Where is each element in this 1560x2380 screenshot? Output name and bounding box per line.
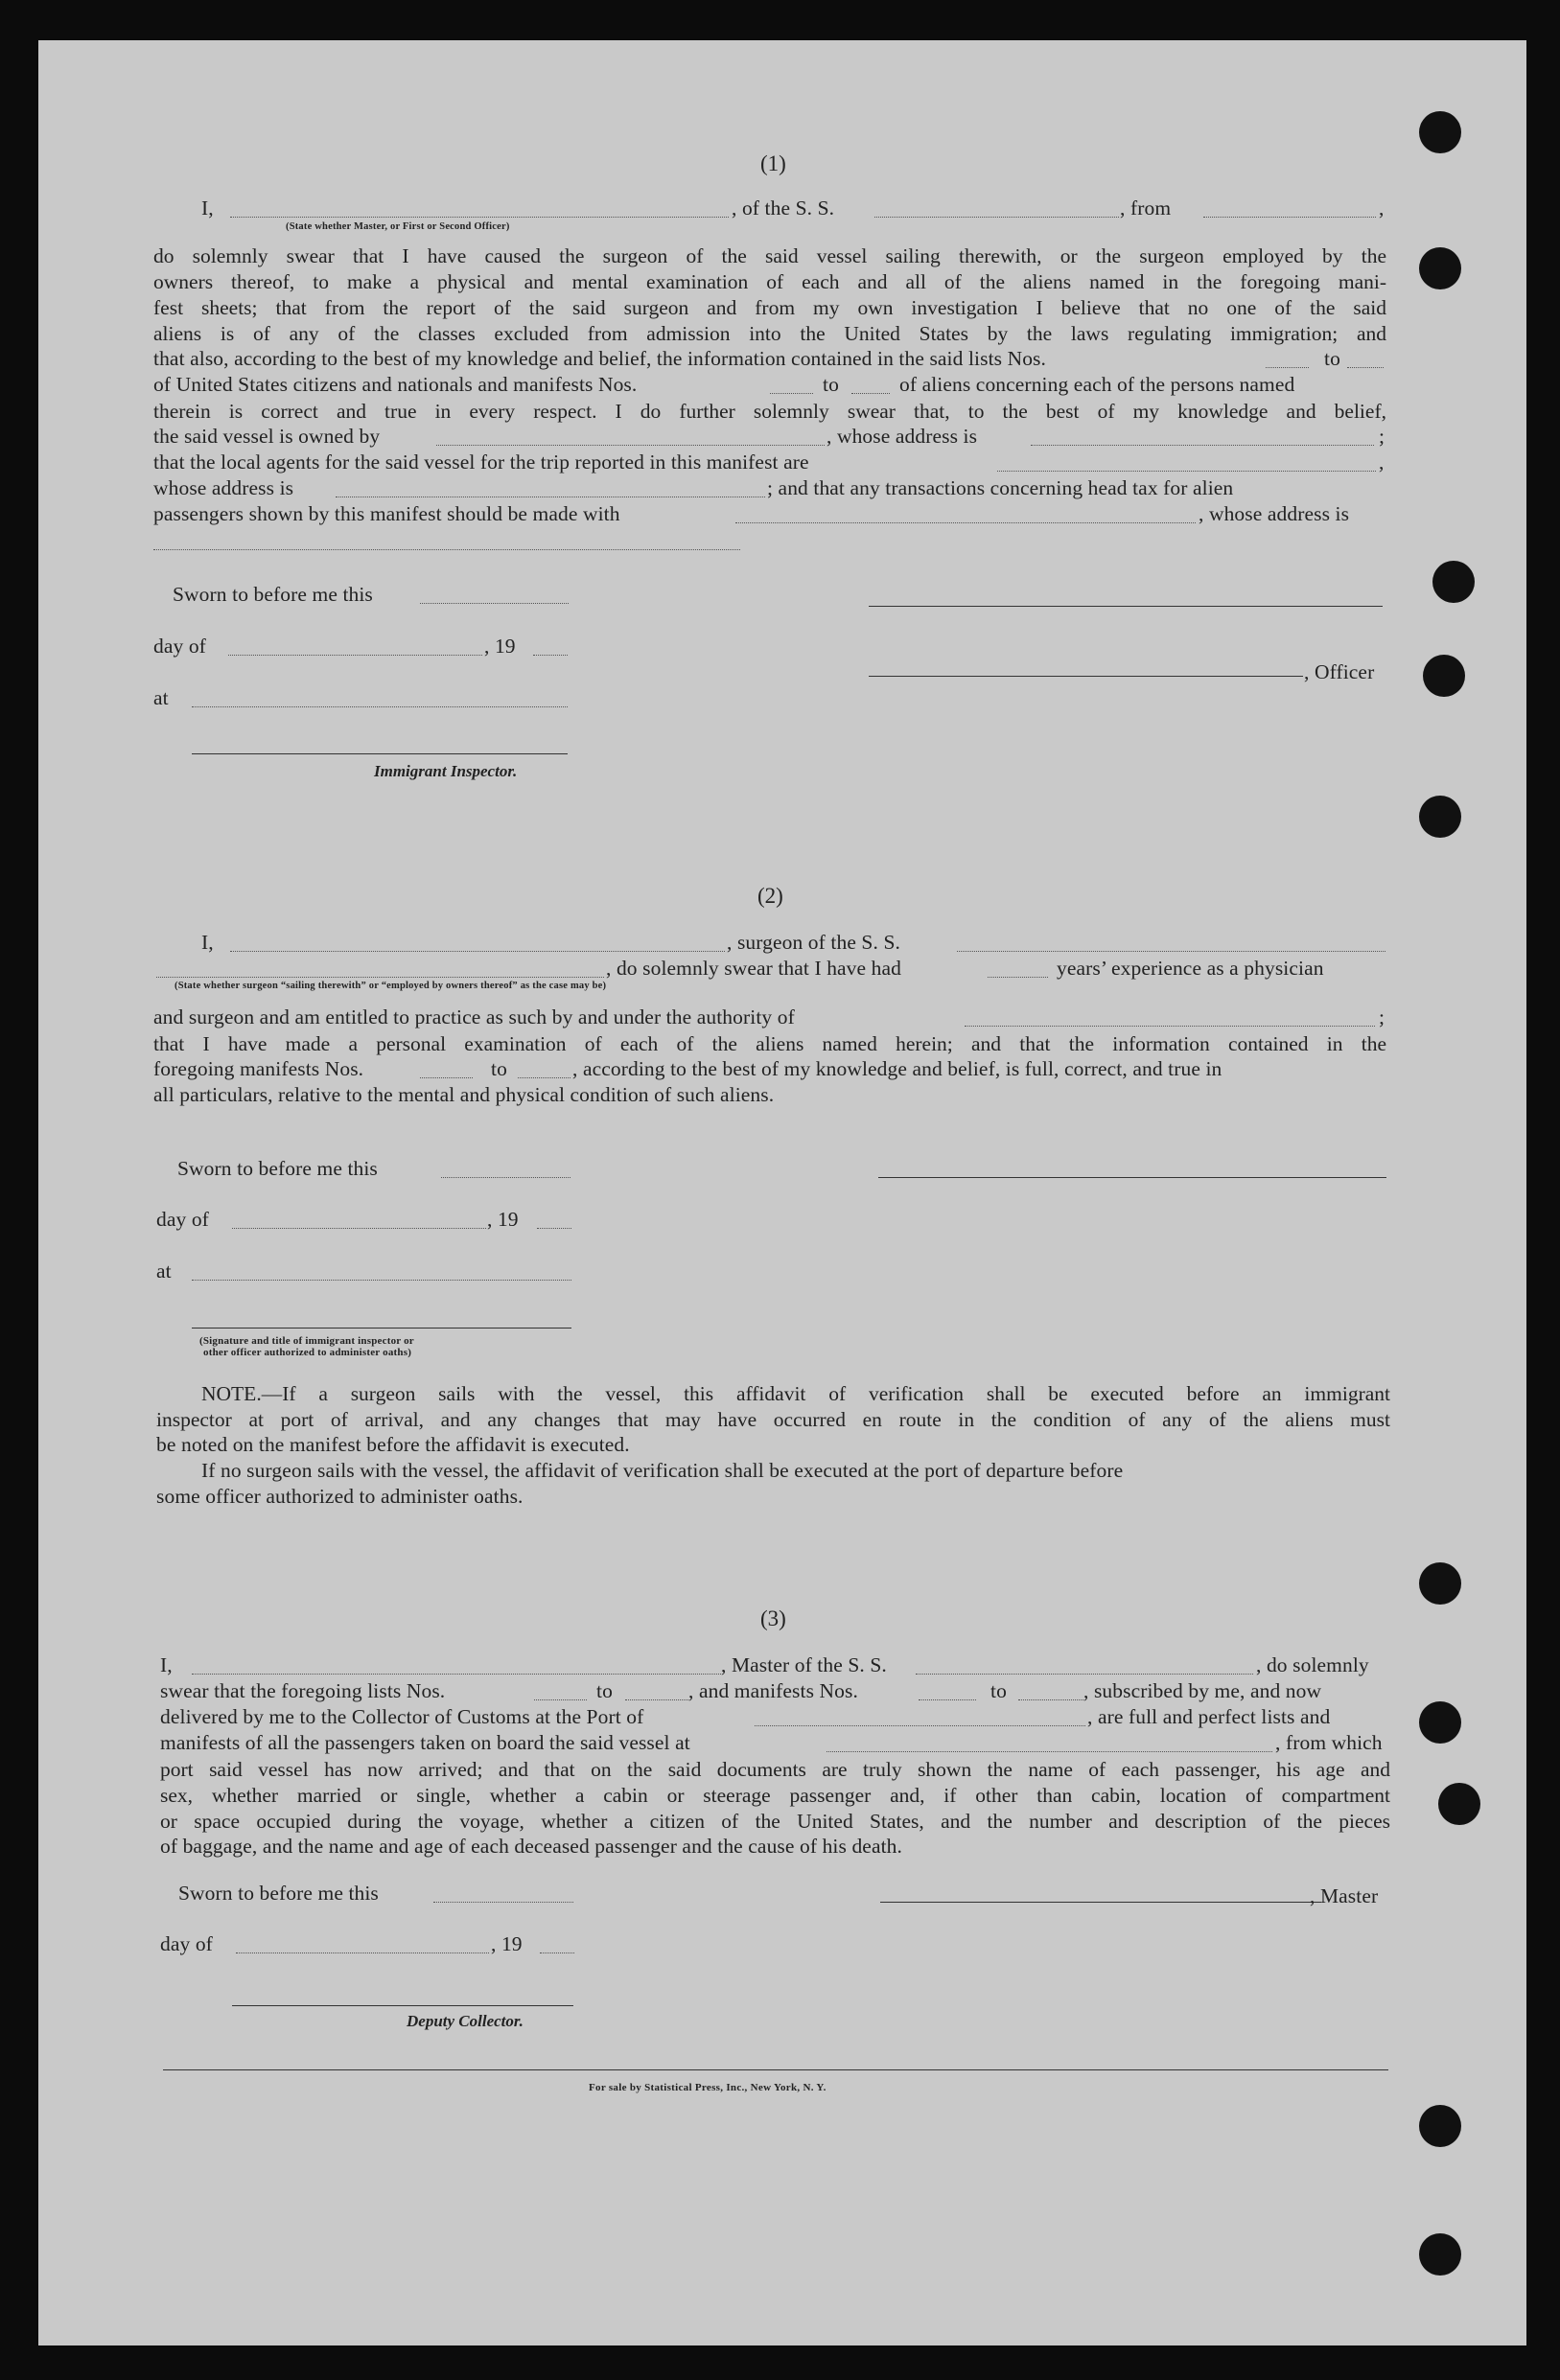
s1-of-ss: , of the S. S. — [732, 196, 835, 220]
s3-line-2c: , and manifests Nos. — [688, 1679, 858, 1702]
s1-day-of: day of — [153, 635, 206, 658]
s3-manifests-to-field[interactable] — [1018, 1699, 1083, 1700]
s3-master: , Master — [1310, 1884, 1379, 1907]
s1-at: at — [153, 686, 169, 709]
punch-hole — [1419, 2105, 1461, 2147]
s1-year: , 19 — [484, 635, 516, 658]
s2-note-line-2: inspector at port of arrival, and any changes that may have occurred en route in the condition of any of the aliens must — [156, 1408, 1390, 1431]
s1-caption: (State whether Master, or First or Second Officer) — [286, 221, 510, 232]
s2-signature-caption-1: (Signature and title of immigrant inspector or — [199, 1335, 414, 1347]
s1-officer-signature-line[interactable] — [869, 676, 1303, 677]
s1-line-6c: of aliens concerning each of the persons named — [899, 373, 1295, 396]
s3-line-6: sex, whether married or single, whether a cabin or steerage passenger and, if other than cabin, location of compartment — [160, 1784, 1390, 1807]
s3-line-4a: manifests of all the passengers taken on board the said vessel at — [160, 1731, 690, 1754]
s2-signature-caption-2: other officer authorized to administer oaths) — [203, 1347, 412, 1358]
s2-line-6: all particulars, relative to the mental and physical condition of such aliens. — [153, 1083, 775, 1106]
s3-lists-to-field[interactable] — [625, 1699, 688, 1700]
s1-officer-name-field[interactable] — [230, 217, 729, 218]
s1-line-1: do solemnly swear that I have caused the surgeon of the said vessel sailing therewith, or the surgeon employed by the — [153, 244, 1386, 267]
s3-boarded-at-field[interactable] — [827, 1751, 1272, 1752]
s3-line-7: or space occupied during the voyage, whether a citizen of the United States, and the number and description of the pieces — [160, 1810, 1390, 1833]
s1-line-6a: of United States citizens and nationals and manifests Nos. — [153, 373, 638, 396]
s2-manifests-to-field[interactable] — [518, 1077, 570, 1078]
s1-owner-address-field[interactable] — [1031, 445, 1374, 446]
s3-master-signature-line[interactable] — [880, 1902, 1321, 1903]
s1-line-8b: , whose address is — [827, 425, 978, 448]
s2-caption: (State whether surgeon “sailing therewith” or “employed by owners thereof” as the case may be) — [175, 981, 607, 991]
s2-at-field[interactable] — [192, 1280, 571, 1281]
s2-swear: , do solemnly swear that I have had — [606, 957, 901, 980]
s1-line-10b: ; and that any transactions concerning head tax for alien — [767, 476, 1234, 499]
s1-manifests-to-field[interactable] — [851, 393, 890, 394]
punch-hole — [1438, 1783, 1480, 1825]
s2-note-line-3: be noted on the manifest before the affidavit is executed. — [156, 1433, 630, 1456]
s1-from-comma: , — [1379, 196, 1385, 220]
s1-line-4: aliens is of any of the classes excluded from admission into the United States by the laws regulating immigration; and — [153, 322, 1386, 345]
s2-note-line-5: some officer authorized to administer oaths. — [156, 1485, 524, 1508]
s2-surgeon-name-field[interactable] — [230, 951, 725, 952]
s3-vessel-field[interactable] — [916, 1674, 1253, 1675]
s2-at: at — [156, 1259, 172, 1282]
s3-line-3b: , are full and perfect lists and — [1087, 1705, 1331, 1728]
s1-at-field[interactable] — [192, 706, 568, 707]
s1-from-field[interactable] — [1203, 217, 1376, 218]
punch-hole — [1419, 1701, 1461, 1744]
s2-manifests-from-field[interactable] — [420, 1077, 473, 1078]
s1-year-field[interactable] — [533, 655, 568, 656]
s1-agents-field[interactable] — [997, 471, 1376, 472]
s1-from: , from — [1120, 196, 1172, 220]
s1-line-5b: to — [1324, 347, 1340, 370]
s3-line-2d: to — [990, 1679, 1007, 1702]
s2-sworn: Sworn to before me this — [177, 1157, 378, 1180]
s1-line-6b: to — [823, 373, 839, 396]
s1-line-5a: that also, according to the best of my knowledge and belief, the information contained in the said lists Nos. — [153, 347, 1047, 370]
s1-line-9b: , — [1379, 451, 1385, 474]
s1-line-9a: that the local agents for the said vessel for the trip reported in this manifest are — [153, 451, 809, 474]
s1-headtax-field[interactable] — [735, 522, 1196, 523]
s3-line-2b: to — [596, 1679, 613, 1702]
s1-day-field[interactable] — [228, 655, 482, 656]
punch-hole — [1423, 655, 1465, 697]
punch-hole — [1432, 561, 1475, 603]
s1-line-11b: , whose address is — [1199, 502, 1350, 525]
s1-lists-from-field[interactable] — [1266, 367, 1309, 368]
punch-hole — [1419, 247, 1461, 289]
s2-years: years’ experience as a physician — [1057, 957, 1324, 980]
s2-intro-i: I, — [201, 931, 214, 954]
s3-master-name-field[interactable] — [192, 1674, 721, 1675]
s2-line-3a: and surgeon and am entitled to practice as such by and under the authority of — [153, 1005, 795, 1028]
s1-sworn-field[interactable] — [420, 603, 569, 604]
s3-line-8: of baggage, and the name and age of each deceased passenger and the cause of his death. — [160, 1835, 902, 1858]
s1-line-7: therein is correct and true in every respect. I do further solemnly swear that, to the best of my knowledge and belief, — [153, 400, 1386, 423]
s2-note-line-1: NOTE.—If a surgeon sails with the vessel, this affidavit of verification shall be executed before an immigrant — [201, 1382, 1390, 1405]
s3-intro-i: I, — [160, 1653, 173, 1676]
s3-line-2e: , subscribed by me, and now — [1083, 1679, 1322, 1702]
s2-sworn-field[interactable] — [441, 1177, 570, 1178]
s1-signature-line[interactable] — [869, 606, 1383, 607]
s1-owner-field[interactable] — [436, 445, 825, 446]
s1-inspector-signature-line[interactable] — [192, 753, 568, 754]
s2-note-line-4: If no surgeon sails with the vessel, the affidavit of verification shall be executed at the port of departure before — [201, 1459, 1124, 1482]
s1-line-2: owners thereof, to make a physical and mental examination of each and all of the aliens named in the foregoing mani- — [153, 270, 1386, 293]
s2-line-4: that I have made a personal examination of each of the aliens named herein; and that the information contained in the — [153, 1032, 1386, 1055]
s1-line-10a: whose address is — [153, 476, 294, 499]
s2-surgeon-type-field[interactable] — [156, 977, 604, 978]
s3-line-2a: swear that the foregoing lists Nos. — [160, 1679, 446, 1702]
s1-headtax-address-field[interactable] — [153, 549, 740, 550]
s2-year: , 19 — [487, 1208, 519, 1231]
s2-surgeon-of: , surgeon of the S. S. — [727, 931, 900, 954]
punch-hole — [1419, 2233, 1461, 2276]
s1-line-8a: the said vessel is owned by — [153, 425, 381, 448]
s1-signature-caption: Immigrant Inspector. — [374, 762, 518, 780]
s1-manifests-from-field[interactable] — [770, 393, 813, 394]
s2-day-of: day of — [156, 1208, 209, 1231]
s3-line-3a: delivered by me to the Collector of Customs at the Port of — [160, 1705, 644, 1728]
s2-day-field[interactable] — [232, 1228, 486, 1229]
printer-imprint: For sale by Statistical Press, Inc., New York, N. Y. — [589, 2082, 827, 2093]
s3-master-of: , Master of the S. S. — [721, 1653, 887, 1676]
punch-hole — [1419, 1562, 1461, 1605]
s3-year: , 19 — [491, 1932, 523, 1955]
s3-sworn-field[interactable] — [433, 1902, 573, 1903]
section-2-number: (2) — [757, 884, 783, 908]
s3-signature-caption: Deputy Collector. — [407, 2012, 524, 2030]
s2-inspector-signature-line[interactable] — [192, 1328, 571, 1329]
s1-intro-i: I, — [201, 196, 214, 220]
section-3-number: (3) — [760, 1606, 786, 1630]
s2-line-5a: foregoing manifests Nos. — [153, 1057, 364, 1080]
s2-years-field[interactable] — [988, 977, 1048, 978]
s3-port-field[interactable] — [755, 1725, 1085, 1726]
s1-lists-to-field[interactable] — [1347, 367, 1384, 368]
punch-hole — [1419, 111, 1461, 153]
s2-line-5c: , according to the best of my knowledge and belief, is full, correct, and true in — [572, 1057, 1222, 1080]
s3-lists-from-field[interactable] — [534, 1699, 587, 1700]
s2-year-field[interactable] — [537, 1228, 571, 1229]
s3-line-5: port said vessel has now arrived; and that on the said documents are truly shown the name of each passenger, his age and — [160, 1758, 1390, 1781]
s1-vessel-field[interactable] — [874, 217, 1119, 218]
s1-line-11a: passengers shown by this manifest should be made with — [153, 502, 620, 525]
s1-line-8c: ; — [1379, 425, 1385, 448]
s3-solemnly: , do solemnly — [1256, 1653, 1369, 1676]
s3-collector-signature-line[interactable] — [232, 2005, 573, 2006]
footer-rule — [163, 2069, 1388, 2070]
s3-day-of: day of — [160, 1932, 213, 1955]
s1-sworn: Sworn to before me this — [173, 583, 373, 606]
s2-line-3b: ; — [1379, 1005, 1385, 1028]
s1-officer: , Officer — [1304, 660, 1375, 683]
s3-line-4b: , from which — [1275, 1731, 1383, 1754]
s1-line-3: fest sheets; that from the report of the said surgeon and from my own investigation I believe that no one of the said — [153, 296, 1386, 319]
s3-sworn: Sworn to before me this — [178, 1882, 379, 1905]
s2-authority-field[interactable] — [965, 1026, 1375, 1027]
s2-line-5b: to — [491, 1057, 507, 1080]
s2-vessel-field[interactable] — [957, 951, 1385, 952]
s2-signature-line[interactable] — [878, 1177, 1386, 1178]
s3-manifests-from-field[interactable] — [919, 1699, 976, 1700]
punch-hole — [1419, 796, 1461, 838]
section-1-number: (1) — [760, 151, 786, 175]
